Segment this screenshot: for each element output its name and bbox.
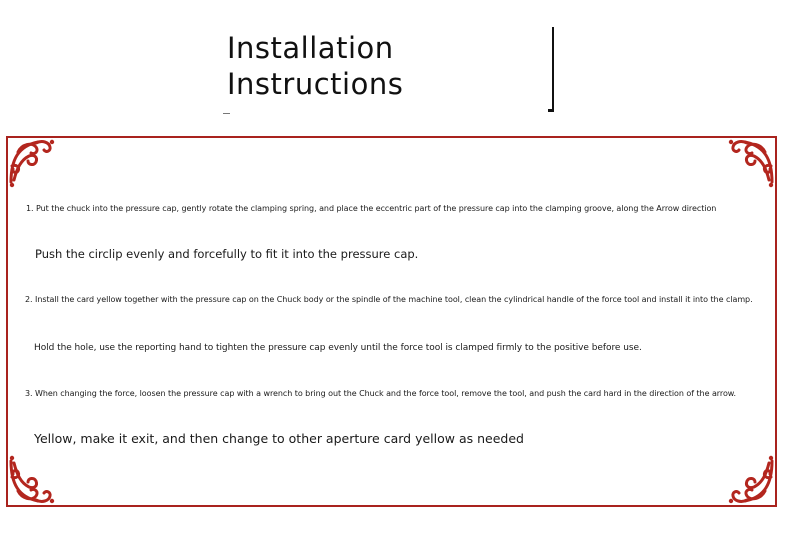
cloud-ornament-icon: [725, 455, 775, 505]
title-line-1: Installation: [227, 31, 394, 65]
cloud-ornament-icon: [8, 455, 58, 505]
title-rule-foot: [548, 109, 554, 112]
instruction-step-2-detail: Hold the hole, use the reporting hand to tighten the pressure cap evenly until the force tool is clamped firmly to the positive before use.: [34, 343, 642, 353]
title-underline-dash: [223, 113, 230, 114]
instruction-step-3: 3. When changing the force, loosen the pressure cap with a wrench to bring out the Chuck and the force tool, remove the tool, and push the card hard in the direction of the arrow.: [25, 389, 737, 398]
cloud-ornament-icon: [8, 138, 58, 188]
instruction-step-3-detail: Yellow, make it exit, and then change to other aperture card yellow as needed: [34, 431, 524, 446]
title-line-2: Instructions: [227, 67, 404, 101]
instruction-step-1: 1. Put the chuck into the pressure cap, gently rotate the clamping spring, and place the eccentric part of the pressure cap into the clamping groove, along the Arrow direction: [26, 204, 717, 213]
instructions-frame: [6, 136, 777, 507]
cloud-ornament-icon: [725, 138, 775, 188]
instruction-step-1-detail: Push the circlip evenly and forcefully to fit it into the pressure cap.: [35, 247, 419, 261]
page-title: [227, 30, 527, 102]
instruction-step-2: 2. Install the card yellow together with the pressure cap on the Chuck body or the spindle of the machine tool, clean the cylindrical handle of the force tool and install it into the clamp.: [25, 295, 753, 304]
title-vertical-rule: [552, 27, 554, 111]
